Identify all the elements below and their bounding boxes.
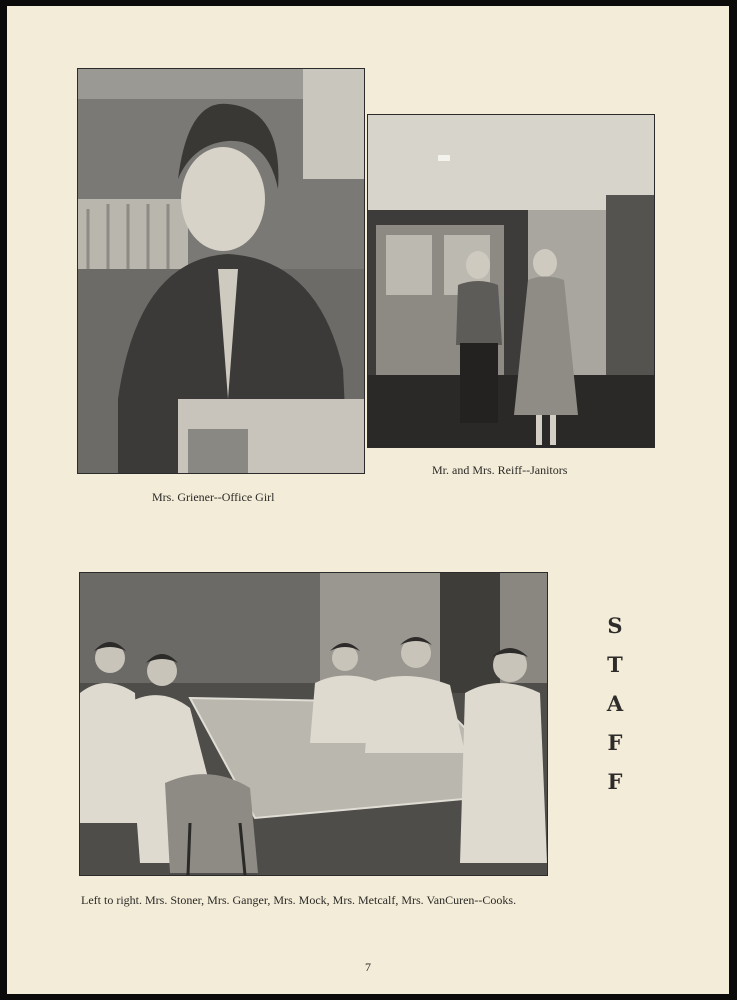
staff-letter: T [607,652,623,677]
staff-letter: F [607,769,623,794]
caption-cooks: Left to right. Mrs. Stoner, Mrs. Ganger, Mrs. Mock, Mrs. Metcalf, Mrs. VanCuren--Cooks. [81,893,517,907]
yearbook-page [7,6,729,994]
caption-janitors: Mr. and Mrs. Reiff--Janitors [432,463,568,477]
photo-office-girl [77,68,365,474]
staff-vertical-title [603,606,627,801]
staff-letter: A [606,691,624,716]
page-number: 7 [365,960,371,974]
staff-letter: S [607,613,623,638]
caption-office-girl: Mrs. Griener--Office Girl [152,490,275,504]
staff-letter: F [607,730,623,755]
photo-janitors [367,114,655,448]
photo-cooks [79,572,548,876]
